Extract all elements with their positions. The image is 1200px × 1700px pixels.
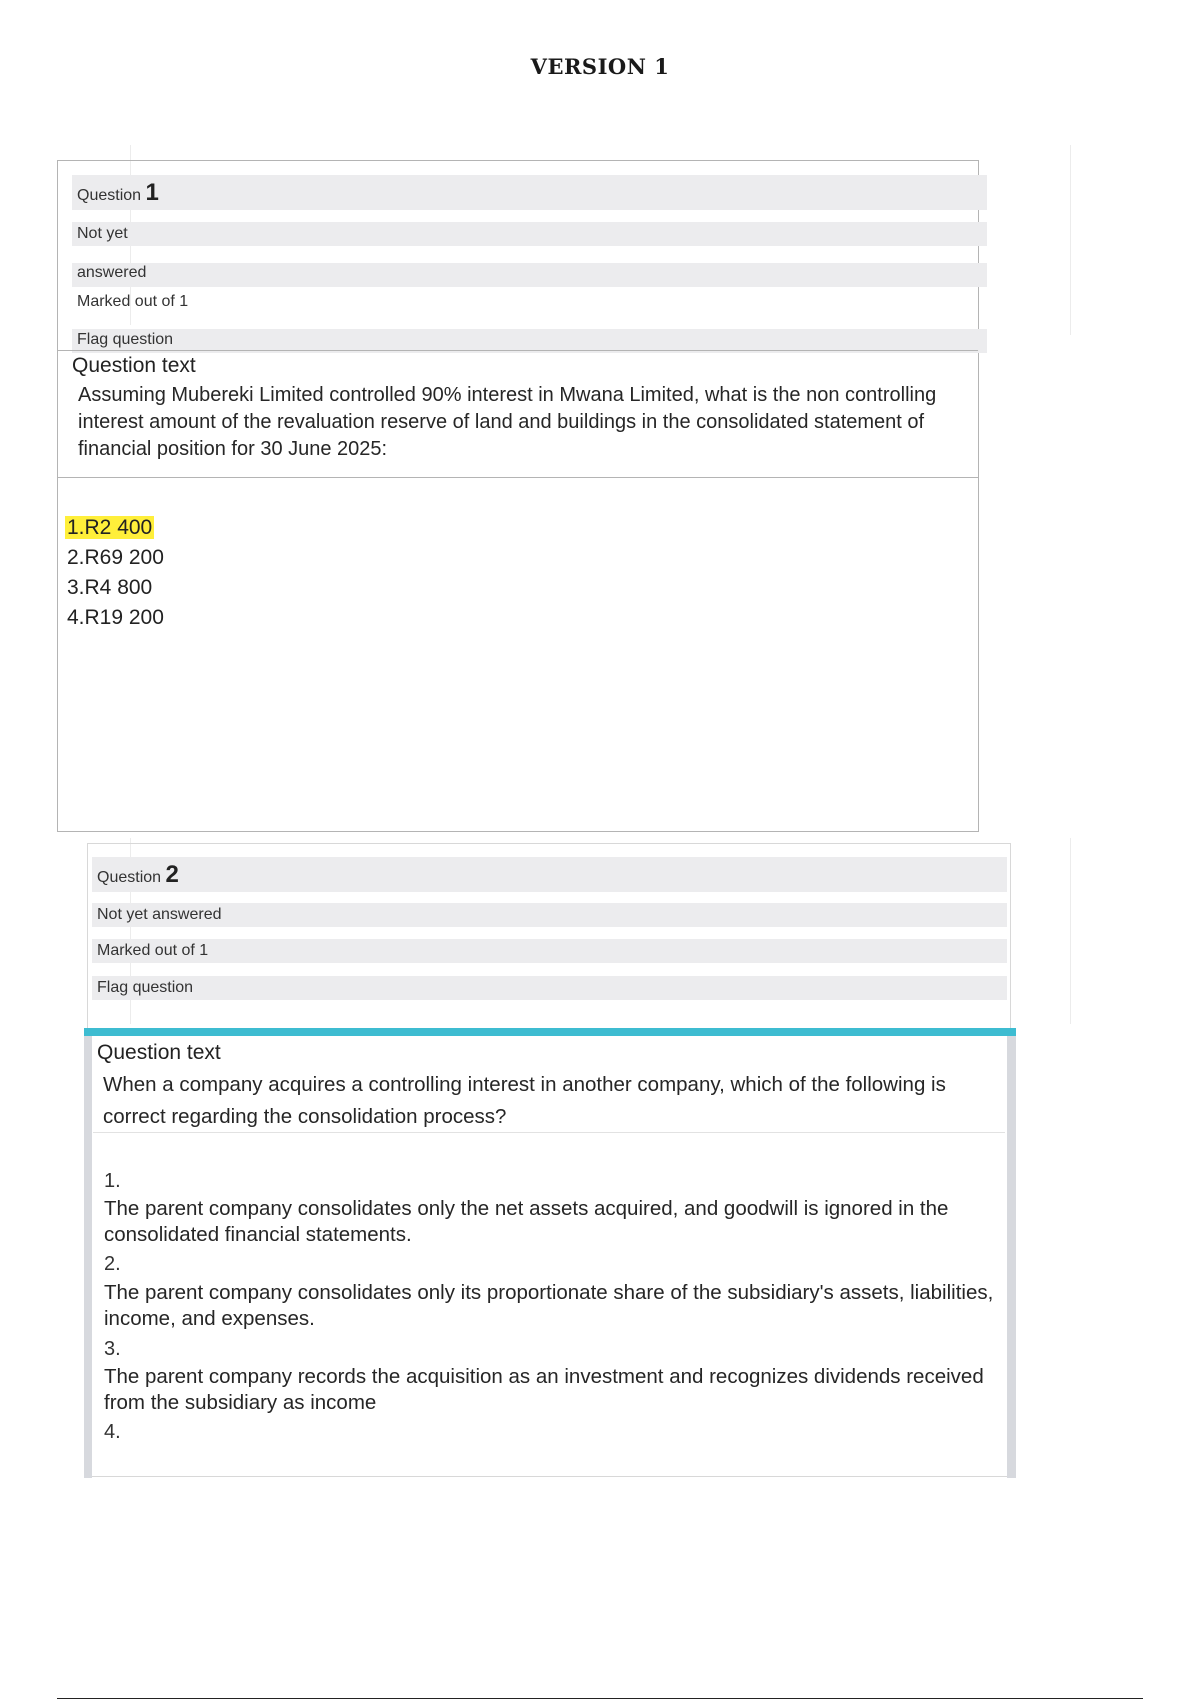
divider [93, 1132, 1005, 1133]
question-1-option-1[interactable] [67, 514, 154, 542]
question-2-option-3-number: 3. [104, 1338, 121, 1360]
question-1-marks: Marked out of 1 [77, 293, 189, 310]
question-2-marks [92, 939, 1007, 963]
question-2-text-label: Question text [97, 1041, 221, 1064]
question-2-option-2[interactable]: The parent company consolidates only its proportionate share of the subsidiary's assets, liabilities, income, and expenses. [104, 1281, 994, 1330]
question-2-option-3[interactable]: The parent company records the acquisition as an investment and recognizes dividends received from the subsidiary as income [104, 1365, 984, 1414]
guide-line [1070, 838, 1071, 1024]
page-bottom-rule [57, 1698, 1143, 1699]
divider [58, 350, 978, 351]
question-heading-label: Question [97, 869, 162, 886]
question-1-status [72, 222, 987, 246]
flag-question-link[interactable]: Flag question [77, 331, 174, 348]
question-2-heading [92, 857, 1007, 892]
question-1-option-4[interactable]: 4.R19 200 [67, 606, 164, 629]
question-heading-label: Question [77, 187, 142, 204]
question-1-status-cont [72, 263, 987, 287]
question-2-text: When a company acquires a controlling interest in another company, which of the following is correct regarding the consolidation process? [103, 1073, 946, 1128]
page-title: VERSION 1 [530, 54, 670, 79]
question-1-card [57, 160, 979, 832]
question-1-option-3[interactable]: 3.R4 800 [67, 576, 153, 599]
question-1-text-label: Question text [72, 354, 196, 377]
status-text: Not yet answered [97, 906, 222, 923]
flag-question-link[interactable]: Flag question [97, 979, 194, 996]
question-2-status [92, 903, 1007, 927]
question-1-option-2[interactable]: 2.R69 200 [67, 546, 164, 569]
question-2-side-bar [84, 1036, 92, 1478]
divider [58, 477, 978, 478]
question-2-option-4-number: 4. [104, 1421, 121, 1443]
status-text: answered [77, 264, 147, 281]
status-text: Not yet [77, 225, 128, 242]
question-2-flag[interactable] [92, 976, 1007, 1000]
question-1-heading [72, 175, 987, 210]
question-number: 1 [145, 179, 159, 206]
question-2-option-2-number: 2. [104, 1253, 121, 1275]
question-2-option-1[interactable]: The parent company consolidates only the net assets acquired, and goodwill is ignored in the consolidated financial statements. [104, 1197, 949, 1246]
guide-line [1070, 145, 1071, 335]
question-number: 2 [165, 861, 179, 888]
highlighted-answer: 1.R2 400 [67, 516, 153, 539]
question-2-accent-bar [84, 1028, 1016, 1036]
question-1-text: Assuming Mubereki Limited controlled 90% interest in Mwana Limited, what is the non controlling interest amount of the revaluation reserve of land and buildings in the consolidated statement of financial position for 30 June 2025: [78, 384, 937, 460]
question-2-option-1-number: 1. [104, 1170, 121, 1192]
marks-text: Marked out of 1 [97, 942, 209, 959]
